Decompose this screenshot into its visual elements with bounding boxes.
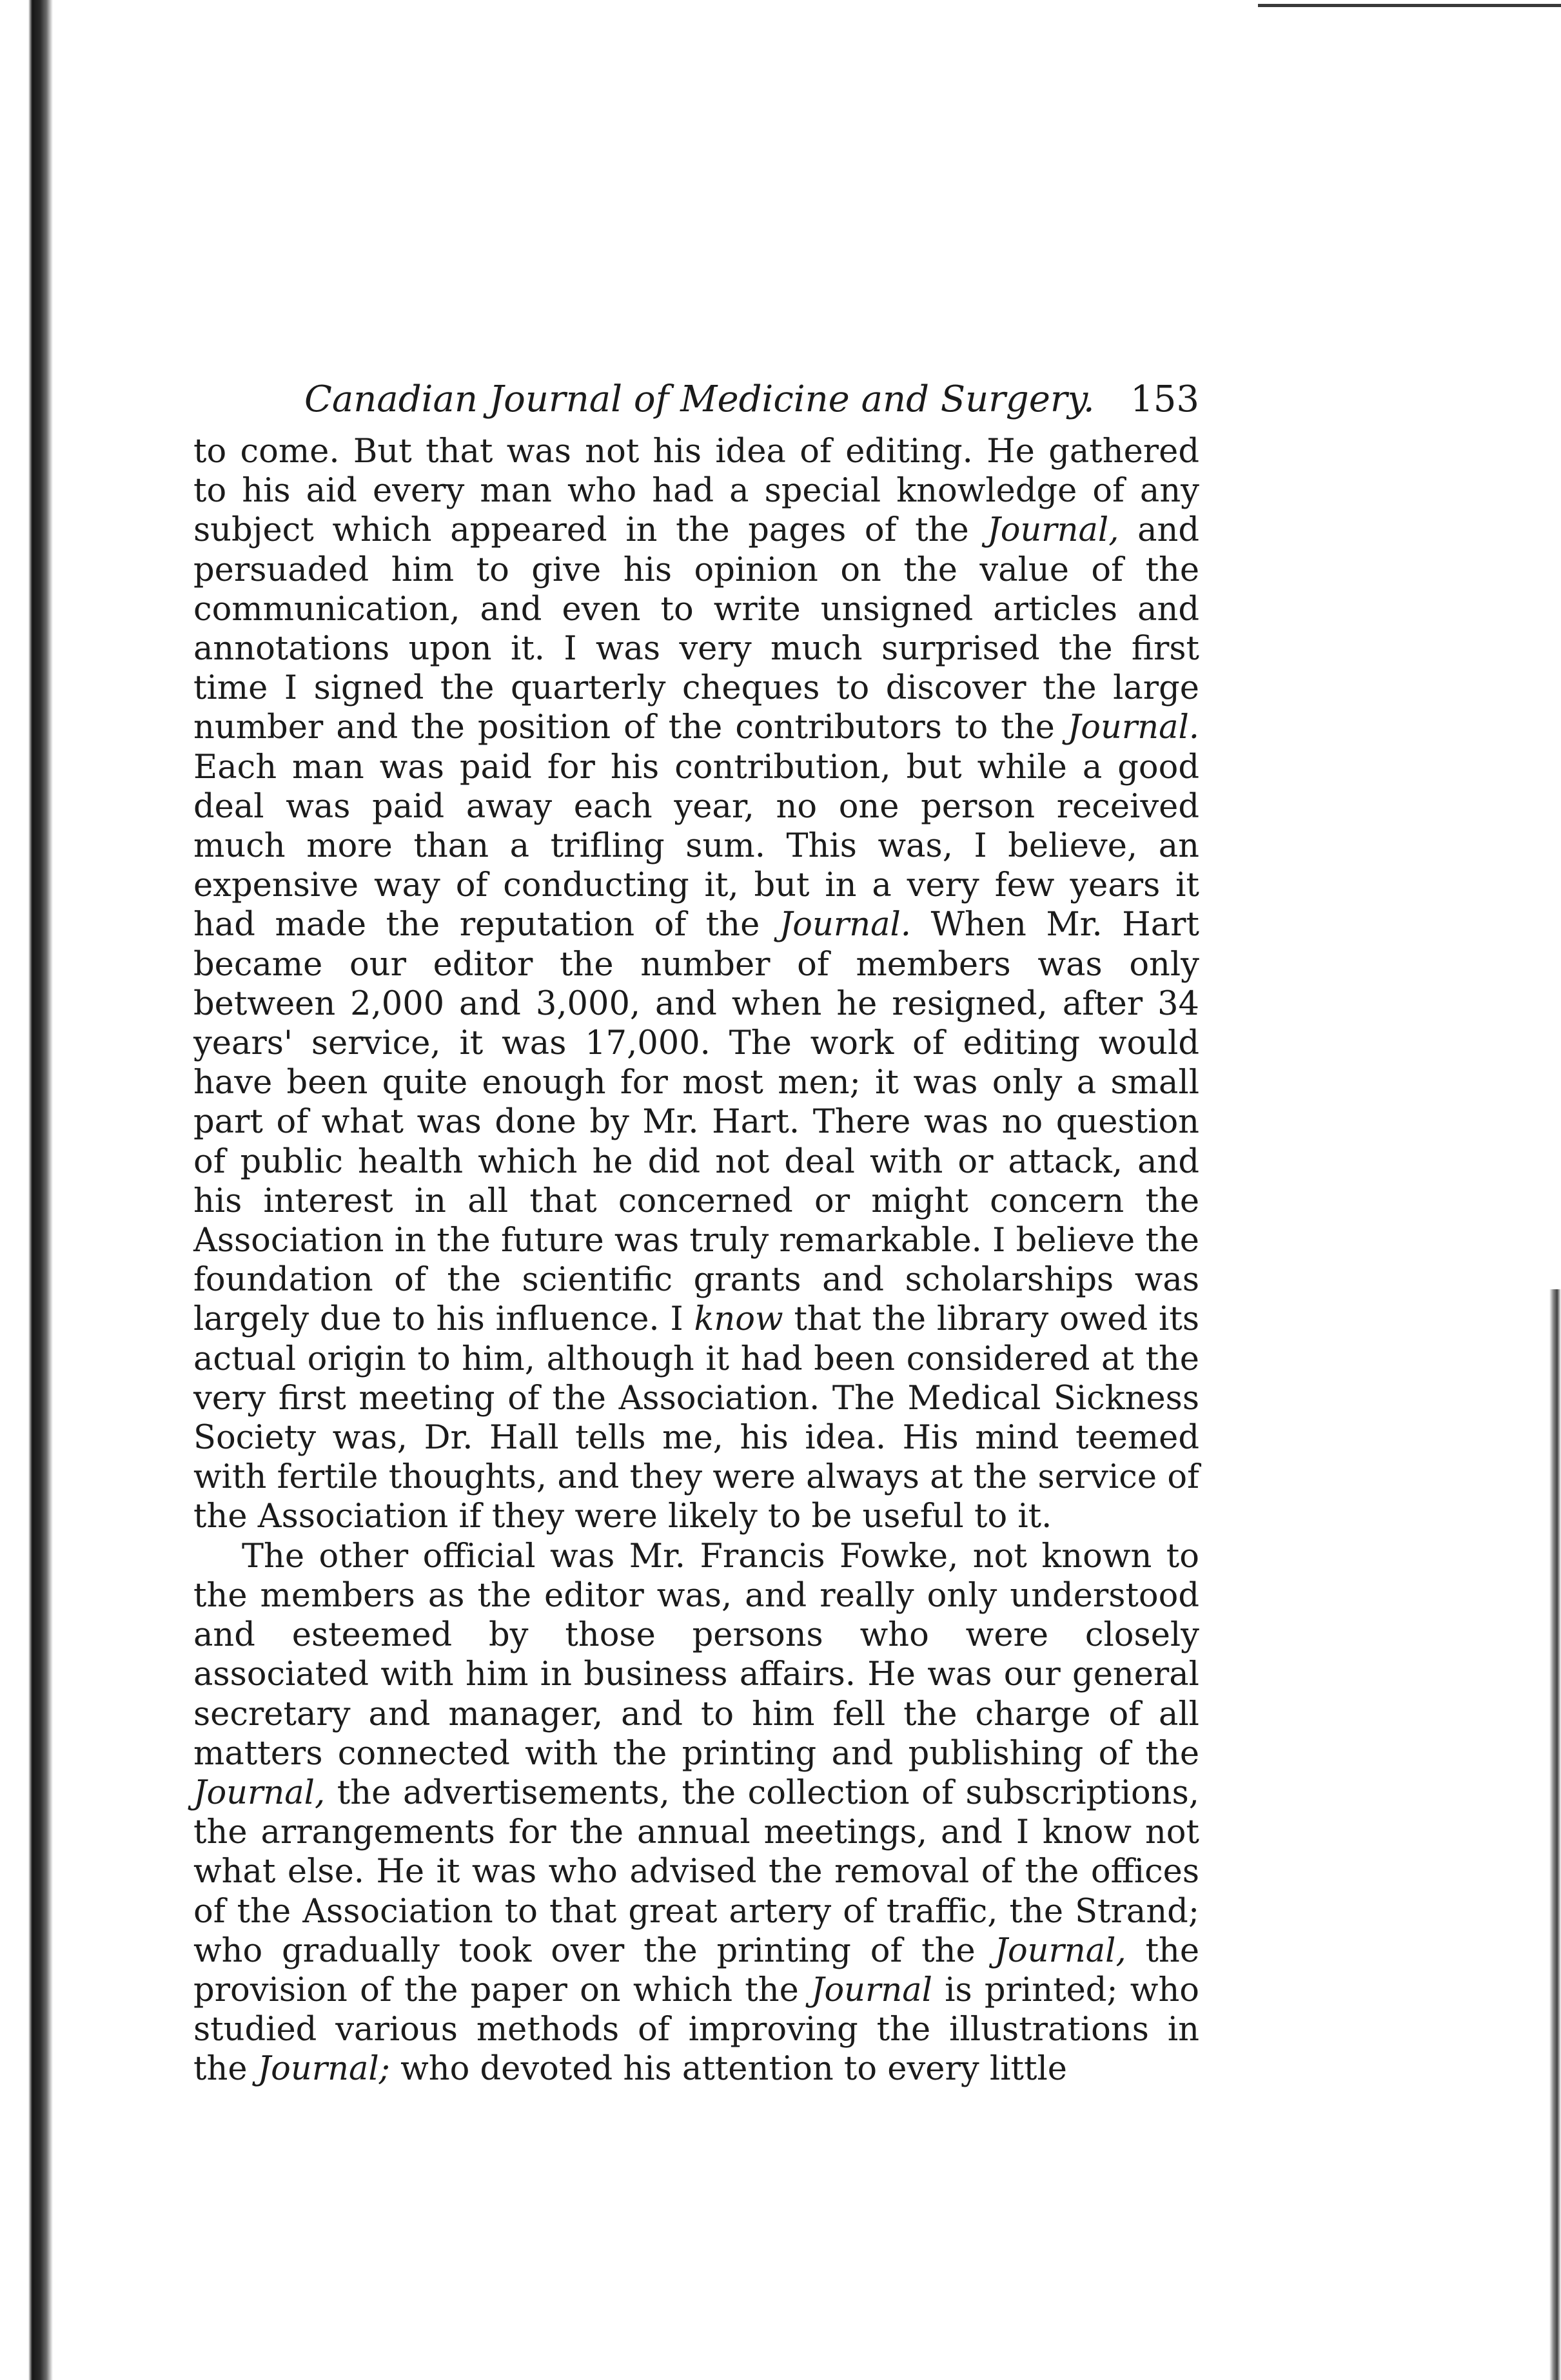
body-text	[193, 432, 1199, 2089]
text-run: who devoted his attention to every little	[389, 2050, 1067, 2089]
paragraph-editor	[193, 432, 1199, 1537]
text-run: Each man was paid for his contribution, but while a good deal was paid away each year, no one person received much more than a trifling sum. This was, I believe, an expensive way of conducting it, but in a very few years it had made the reputation of the	[193, 748, 1199, 944]
italic-journal: Journal	[811, 1971, 932, 2009]
italic-journal: Journal,	[994, 1931, 1126, 1970]
scan-right-edge	[1535, 1289, 1561, 2380]
scan-binding-edge	[0, 0, 53, 2380]
italic-know: know	[694, 1300, 783, 1339]
page-number: 153	[1130, 378, 1199, 420]
italic-journal: Journal,	[193, 1773, 326, 1812]
text-run: The other official was Mr. Francis Fowke, not known to the members as the editor was, and really only understood and esteemed by those persons who were closely associated with him in business affairs. He was our general secretary and manager, and to him fell the charge of all matters connected with the printing and publishing of the	[193, 1537, 1199, 1773]
italic-journal: Journal.	[779, 906, 912, 944]
journal-title: Canadian Journal of Medicine and Surgery.	[304, 378, 1095, 420]
text-run: the provision of the paper on which the	[193, 1931, 1200, 2009]
text-run: to come. But that was not his idea of editing. He gathered to his aid every man who had a special knowledge of any subject which appeared in the pages of the	[193, 433, 1199, 550]
paragraph-secretary	[193, 1537, 1199, 2089]
book-page	[193, 367, 1199, 2089]
text-run: When Mr. Hart became our editor the number of members was only between 2,000 and 3,000, and when he resigned, after 34 years' service, it was 17,000. The work of editing would have been quite enough for most men; it was only a small part of what was done by Mr. Hart. There was no question of public health which he did not deal with or attack, and his interest in all that concerned or might concern the Association in the future was truly remarkable. I believe the foundation of the scientific grants and scholarships was largely due to his influence. I	[193, 906, 1199, 1339]
italic-journal: Journal.	[1067, 708, 1199, 747]
text-run: the advertisements, the collection of subscriptions, the arrangements for the annual meetings, and I know not what else. He it was who advised the removal of the offices of the Association to that great artery of traffic, the Strand; who gradually took over the printing of the	[193, 1773, 1199, 1970]
running-head	[193, 367, 1199, 432]
text-run: that the library owed its actual origin to him, although it had been considered at the very first meeting of the Association. The Medical Sickness Society was, Dr. Hall tells me, his idea. His mind teemed with fertile thoughts, and they were always at the service of the Association if they were likely to be useful to it.	[193, 1300, 1199, 1536]
italic-journal: Journal;	[257, 2050, 390, 2089]
italic-journal: Journal,	[987, 511, 1119, 550]
scan-top-rule	[1258, 4, 1561, 7]
text-run: and persuaded him to give his opinion on the value of the communication, and even to write unsigned articles and annotations upon it. I was very much surprised the first time I signed the quarterly cheques to discover the large number and the position of the contributors to the	[193, 511, 1199, 747]
text-run: is printed; who studied various methods of improving the illustrations in the	[193, 1971, 1199, 2089]
